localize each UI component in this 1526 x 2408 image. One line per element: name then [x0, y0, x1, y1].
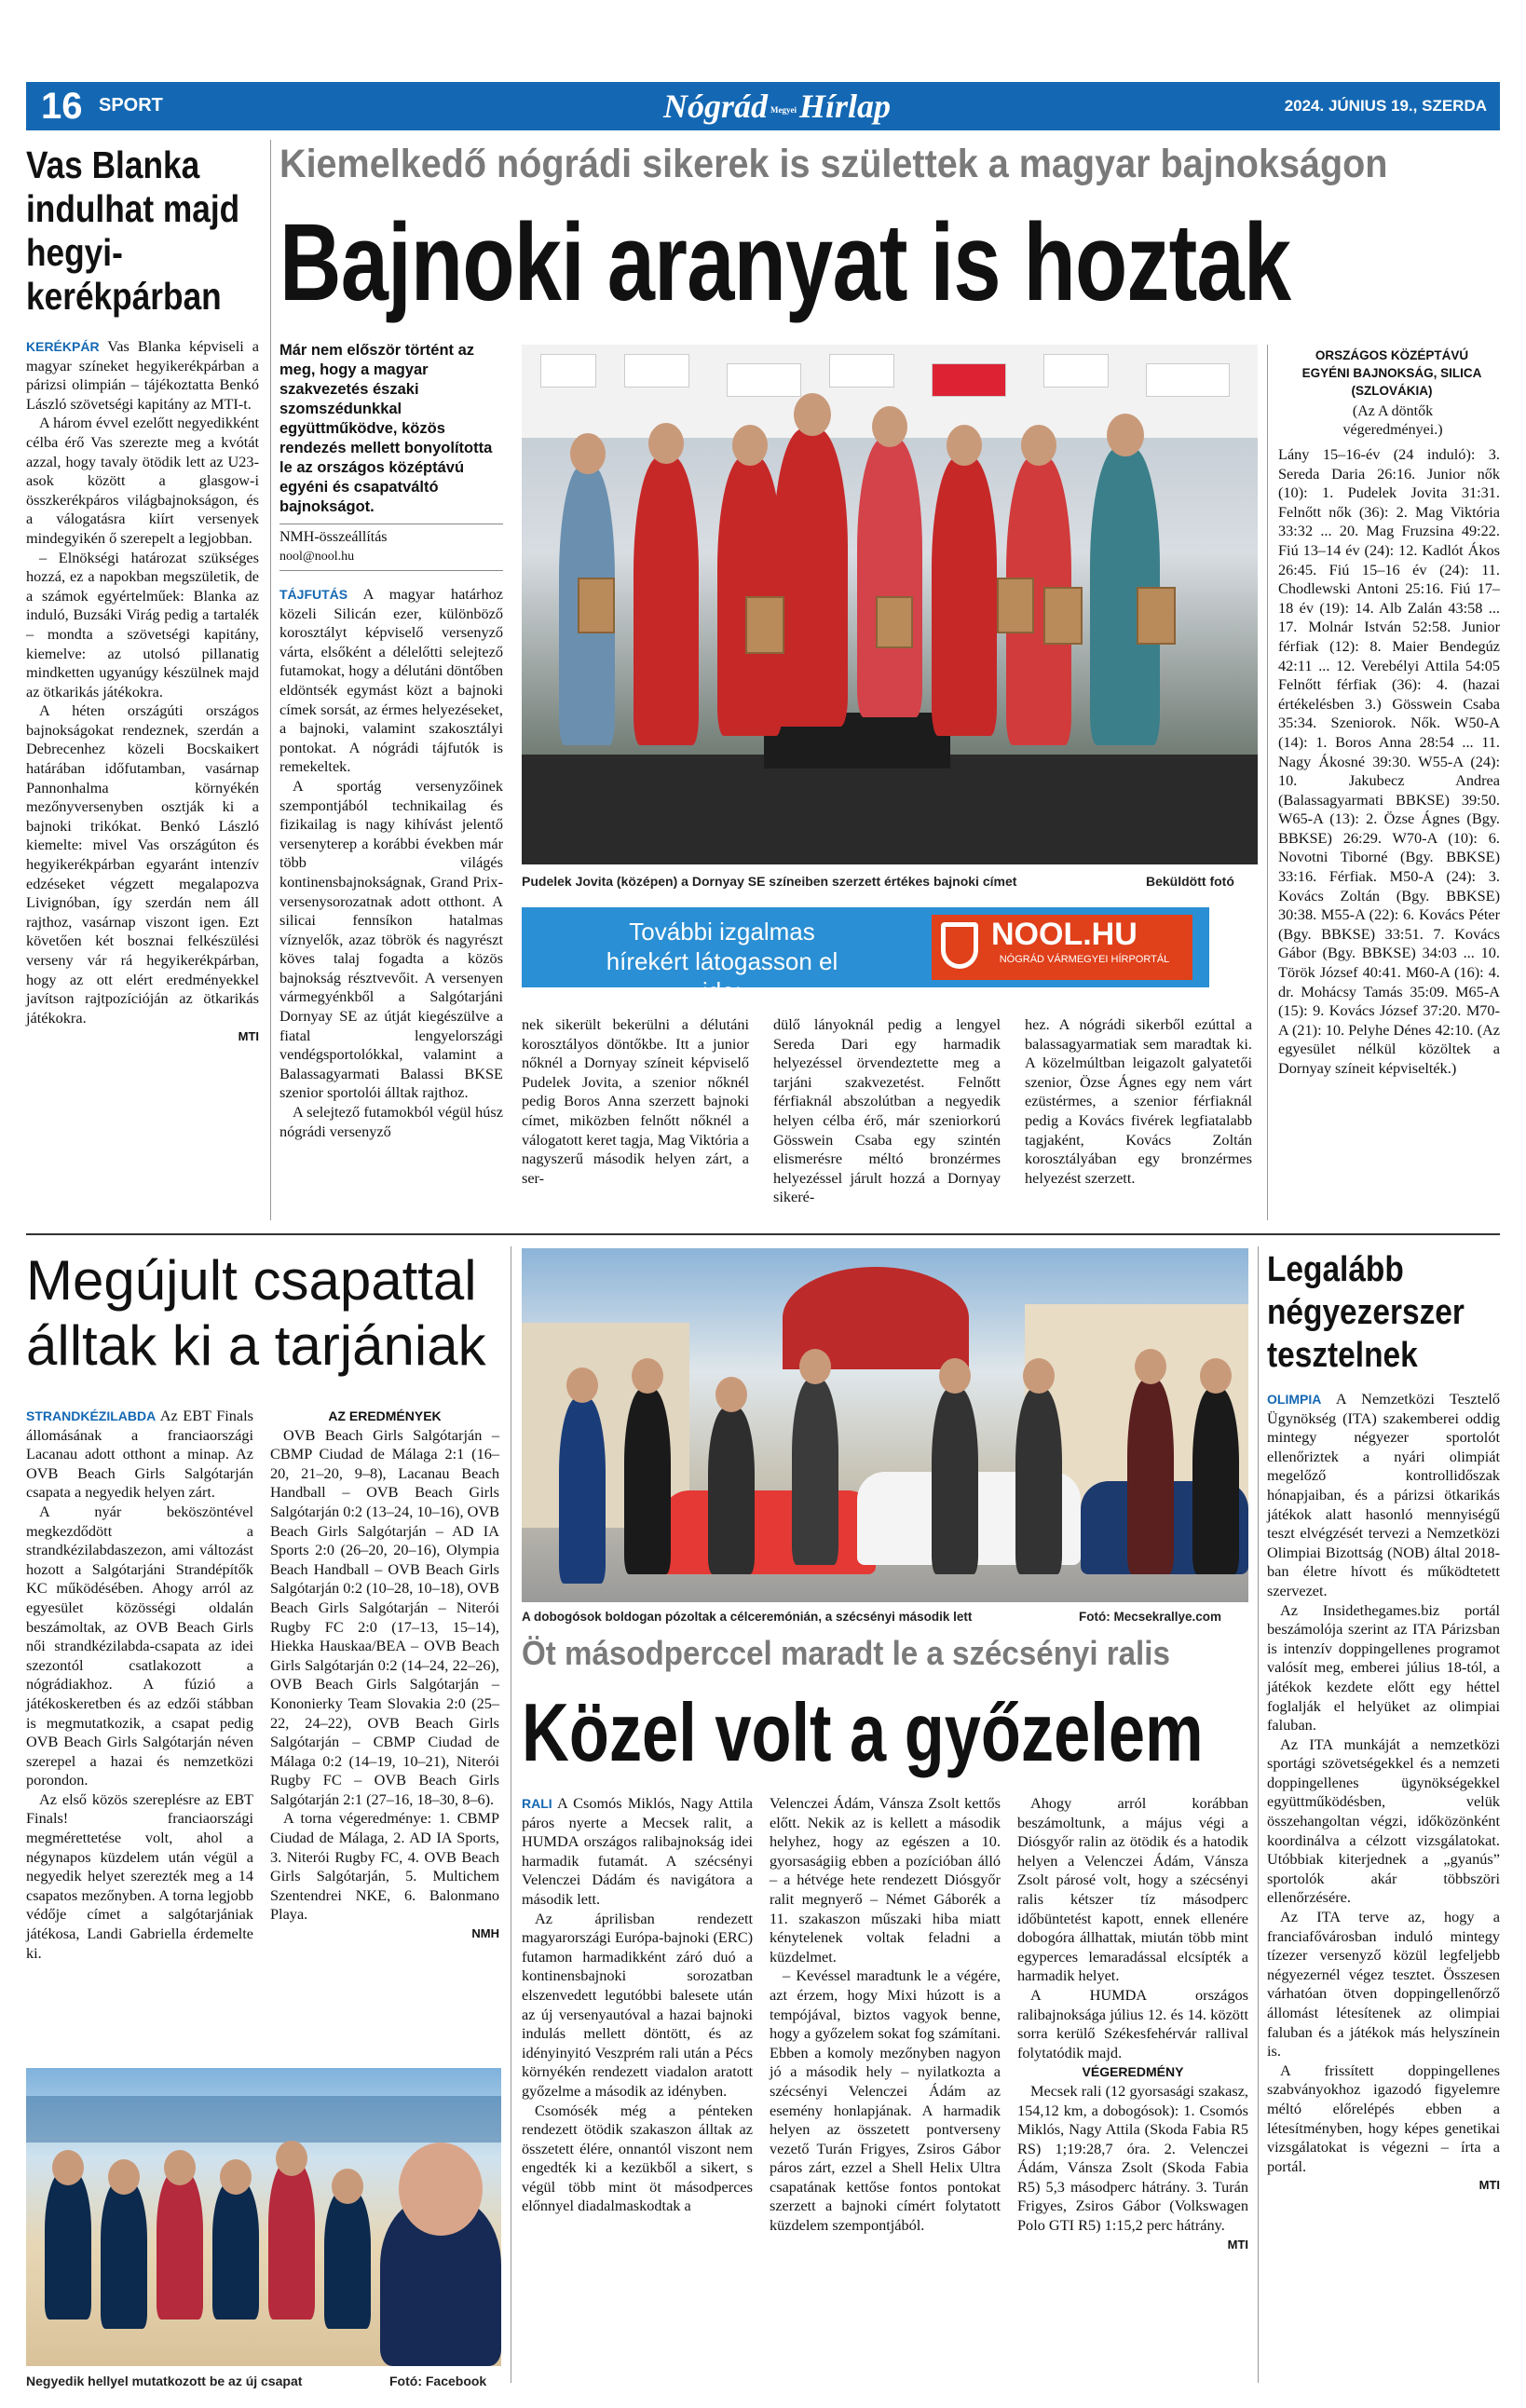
results-title: ORSZÁGOS KÖZÉPTÁVÚ EGYÉNI BAJNOKSÁG, SILICA (SZLOVÁKIA)	[1301, 348, 1482, 398]
olimpia-article: OLIMPIA A Nemzetközi Tesztelő Ügynökség (ITA) szakemberei oddig mintegy négyezer sportolót ellenőriztek a nyári olimpiát megelőző kontrollidőszak hónapjaiban, és a párizsi ötkarikás játékok alatt hasonló mennyiségű teszt elvégzését tervezi a Nemzetközi Olimpiai Bizottság (NOB) által 2018-ban életre hívott és működtetett szervezet. Az Insidethegames.biz portál beszámolója szerint az ITA Párizsban is intenzív doppingellenes programot valósít meg, emberei július 18-tól, a játékok kezdete előtt egy héttel foglalják el helyüket az olimpiai faluban. Az ITA munkáját a nemzetközi sportági szövetségekkel és a nemzeti doppingellenes ügynökségekkel együttműködésben, velük összehangoltan végzi, időközönként koordinálva a célzott vizsgálatokat. Utóbbiak kiterjednek a „gyanús” sportolók akár többszöri ellenőrzésére. Az ITA terve az, hogy a franciafővárosban induló mintegy tízezer versenyző közül legfeljebb négyezernél végez tesztet. Összesen várhatóan ötven doppingellenőrző állomást létesítenek az olimpiai faluban és a játékok más helyszínein is. A frissített doppingellenes szabványokhoz igazodó figyelemre méltó előrelépés ebben a létesítményben, hogy képes genetikai vizsgálatokat is végezni – írta a portál. MTI	[1267, 1390, 1500, 2196]
tajfutas-intro: Már nem először történt az meg, hogy a magyar szakvezetés északi szomszédunkkal együttműködve, közös rendezés mellett bonyolította le az országos középtávú egyéni és csapatváltó bajnokságot.	[279, 342, 493, 515]
strand-photo	[26, 2068, 501, 2366]
tajfutas-column-4: hez. A nógrádi sikerből ezúttal a balassagyarmatiak sem maradtak ki. A közelmúltban leigazolt galyatetői szenior, Özse Ágnes egy nem várt ezüstérmes, a szenior férfiaknál pedig a Kovács fivérek legfiatalabb tagjaként, Kovács Zoltán korosztályában egy bronzérmes helyezést szerzett.	[1025, 1015, 1252, 1187]
strand-caption: Negyedik hellyel mutatkozott be az új csapat	[26, 2374, 303, 2388]
rali-column-3: Ahogy arról korábban beszámoltunk, a május végi a Diósgyőr ralin az ötödik és a hatodik helyen a Velenczei Ádám, Vánsza Zsolt párosé volt, hogy a szécsényi ralis kétszer tíz másodperc időbüntetést kapott, ennek ellenére dobogóra állhattak, miután több mint egyperces lemaradással elcsípték a harmadik helyet. A HUMDA országos ralibajnoksága július 12. és 14. között sorra kerülő Székesfehérvár rallival folytatódik majd. VÉGEREDMÉNY Mecsek rali (12 gyorsasági szakasz, 154,12 km, a dobogósok): 1. Csomós Miklós, Nagy Attila (Skoda Fabia R5 RS) 1;19:28,7 óra. 2. Velenczei Ádám, Vánsza Zsolt (Skoda Fabia R5) 5,3 másodperc hátrány. 3. Turán Frigyes, Zsiros Gábor (Volkswagen Polo GTI R5) 1:15,2 perc hátrány. MTI	[1017, 1794, 1248, 2254]
results-subtitle: (Az A döntők végeredményei.)	[1342, 403, 1443, 438]
column-divider	[1267, 345, 1268, 1220]
blanka-headline: Vas Blanka indulhat majd hegyi-kerékpárban	[26, 143, 240, 318]
rali-kicker: RALI	[522, 1796, 552, 1811]
results-text: Lány 15–16-év (24 induló): 3. Sereda Daria 26:16. Junior nők (10): 1. Pudelek Jovita 31:31. Felnőtt nők (36): 2. Mag Viktória 33:32 ... 20. Mag Fruzsina 49:22. Fiú 13–14 év (24): 12. Kadlót Ákos 26:45. Fiú 15–16 év (24): 11. Chodlewski Antoni 25:16. Fiú 17–18 év (19): 14. Alb Zalán 43:58 ... 17. Molnár István 52:58. Junior férfiak (12): 8. Maier Bendegúz 42:11 ... 12. Verebélyi Attila 54:05 Felnőtt férfiak (36): 4. (hazai értékelésben 3.) Gösswein Csaba 35:34. Szeniorok. Nők. W50-A (14): 1. Boros Anna 28:54 ... 11. Nagy Ákosné 39:30. W55-A (24): 10. Jakubecz Andrea (Balassagyarmati BBKSE) 39:50. W65-A (13): 2. Özse Ágnes (Bgy. BBKSE) 26:29. W70-A (10): 6. Novotni Tiborné (Bgy. BBKSE) 33:16. Férfiak. M50-A (24): 3. Kovács Zoltán (Bgy. BBKSE) 30:38. M55-A (22): 6. Kovács Péter (Bgy. BBKSE) 33:51. 7. Kovács Gábor (Bgy. BBKSE) 34:03 ... 10. Török József 40:41. M60-A (16): 4. dr. Mohácsy Tamás 35:09. M65-A (15): 9. Kovács József 37:20. M70-A (21): 10. Pelyhe Dénes 42:10. (Az egyesület nélkül közöltek a Dornyay színeit képviselték.)	[1278, 445, 1500, 1077]
rali-caption: A dobogósok boldogan pózoltak a célceremónián, a szécsényi második lett	[522, 1610, 973, 1624]
olimpia-kicker: OLIMPIA	[1267, 1392, 1322, 1407]
nool-ad-logo	[932, 915, 1192, 980]
section-divider	[26, 1233, 1500, 1235]
tajfutas-column-1: TÁJFUTÁS A magyar határhoz közeli Silicán ezer, különböző korosztályt képviselő versenyző várta, elsőként a délelőtti selejtező futamokat, hogy a délutáni döntőben eldöntsék egymást közt a bajnoki címek sorsát, az érmes helyezéseket, a bajnoki, valamint szakosztályi pontokat. A nógrádi tájfutók is remekeltek. A sportág versenyzőinek szempontjából technikailag és fizikailag is nagy kihívást jelentő versenyterep a korábbi években már több világés kontinensbajnokságnak, Grand Prix-versenysorozatnak adott otthont. A silicai fennsíkon hatalmas víznyelők, azaz töbrök és nagyrészt köves talaj fogadta a közös bajnokság résztvevőit. A versenyen vármegyénkből a Salgótarjáni Dornyay SE az útját kiegészülve a fiatal lengyelországi vendégsportolókkal, valamint a Balassagyarmati Balassi BKSE szenior sportolói álltak rajthoz. A selejtező futamokból végül húsz nógrádi versenyző	[279, 585, 503, 1140]
tajfutas-credit: Beküldött fotó	[1146, 874, 1234, 889]
rali-column-2: Velenczei Ádám, Vánsza Zsolt kettős előtt. Nekik az is kellett a második helyhez, hogy az egészen a 10. gyorsaságiig ebben a pozícióban álló – a hétvége hete rendezett Diósgyőr ralit megnyerő – Német Gáborék a 11. szakaszon műszaki hiba miatt kénytelenek voltak feladni a küzdelmet. – Kevéssel maradtunk le a végére, azt érzem, hogy Mixi húzott is a tempójával, biztos vagyok benne, hogy a győzelem sokat fog számítani. Ebben a komoly mezőnyben nagyon jó a második hely – nyilatkozta a szécsényi Velenczei Ádám az esemény honlapjának. A harmadik helyen az összetett pontverseny vezető Turán Frigyes, Zsiros Gábor páros zárt, ezzel a Shell Helix Ultra csapatának kettőse fontos pontokat szerzett a bajnoki címért folytatott küzdelem szempontjából.	[770, 1794, 1001, 2235]
strand-column-1: STRANDKÉZILABDA Az EBT Finals állomásának a franciaországi Lacanau adott otthont a minap. Az OVB Beach Girls Salgótarján csapata a negyedik helyen zárt. A nyár beköszöntével megkezdődött a strandkézilabdaszezon, ami változást hozott a Salgótarjáni Strandépítők KC működésében. Ahogy arról az egyesület közösségi oldalán beszámoltak, az OVB Beach Girls női strandkézilabda-csapata az idei szezontól csatlakozott a nógrádiakhoz. A fúzió a játékoskeretben és az edzői stábban is megmutatkozik, a csapat pedig OVB Beach Girls Salgótarján néven szerepel a hazai és nemzetközi porondon. Az első közös szereplésre az EBT Finals! franciaországi megmérettetése volt, ahol a négynapos küzdelem után végül a negyedik helyet szerezték meg a 14 csapatos mezőnyben. A torna legjobb védője címet a salgótarjániak játékosa, Landi Gabriella érdemelte ki.	[26, 1407, 253, 1962]
rali-credit: Fotó: Mecsekrallye.com	[1079, 1610, 1222, 1624]
column-divider	[1258, 1246, 1259, 2383]
strand-credit: Fotó: Facebook	[389, 2374, 487, 2388]
tajfutas-byline: NMH-összeállítás	[279, 529, 388, 545]
tajfutas-kicker: TÁJFUTÁS	[279, 587, 348, 602]
rali-column-1: RALI A Csomós Miklós, Nagy Attila páros nyerte a Mecsek ralit, a HUMDA országos ralibajnokság idei harmadik futamát. A szécsényi Velenczei Dádám és navigátora a második lett. Az áprilisban rendezett magyarországi Európa-bajnoki (ERC) futamon harmadikként záró duó a kontinensbajnoki sorozatban elszenvedett legutóbbi balesete után az új versenyautóval a hazai bajnoki indulás mellett döntött, és az idényinyitó Veszprém rali után a Pécs környékén rendezett viadalon aratott győzelme a második az idényben. Csomósék még a pénteken rendezett ötödik szakaszon álltak az összetett élére, onnantól viszont nem engedték ki a kezükből a sikert, s végül több mint öt másodperces előnnyel diadalmaskodtak a	[522, 1794, 753, 2215]
rali-headline: Közel volt a győzelem	[522, 1686, 1204, 1778]
tajfutas-email: nool@nool.hu	[279, 550, 355, 564]
tajfutas-caption: Pudelek Jovita (középen) a Dornyay SE színeiben szerzett értékes bajnoki címet	[522, 874, 1017, 889]
tajfutas-headline: Bajnoki aranyat is hoztak	[279, 201, 1291, 324]
strand-signature: NMH	[471, 1926, 499, 1941]
rali-photo	[522, 1248, 1248, 1602]
blanka-signature: MTI	[238, 1029, 259, 1044]
section-label: SPORT	[99, 95, 163, 116]
tajfutas-photo	[522, 345, 1258, 864]
olimpia-signature: MTI	[1478, 2178, 1500, 2193]
strand-kicker: STRANDKÉZILABDA	[26, 1408, 157, 1423]
blanka-article: KERÉKPÁR Vas Blanka képviseli a magyar színeket hegyikerékpárban a párizsi olimpián – tájékoztatta Benkó László szövetségi kapitány az MTI-t. A három évvel ezelőtt negyedikként célba érő Vas szerezte meg a kvótát azzal, hogy tavaly ötödik lett az U23-asok között a glasgow-i összkerékpáros világbajnokságon, és a válogatásra kiírt versenyek mindegyikén ő szerepelt a legjobban. – Elnökségi határozat szükséges hozzá, ez a napokban megszületik, de a számok egyértelműek: Blanka az induló, Buzsáki Virág pedig a tartalék – mondta a szövetségi kapitány, kiemelve: az utolsó pillanatig mindketten ugyanúgy készülnek majd az ötkarikás játékokra. A héten országúti országos bajnokságokat rendeznek, szerdán a Debrecenhez közeli Bocskaikert határában időfutamban, vasárnap Pannonhalma környékén mezőnyversenyben osztják ki a bajnoki trikókat. Benkó László kiemelte: mivel Vas országúton és hegyikerékpárban egyaránt intenzív edzéseket végzett megalapozva Livignóban, így szerdán nem áll rajthoz, vasárnap viszont igen. Ezt követően két bosznai felkészülési verseny vár rá hegyikerékpárban, hogy az ott elért eredményekkel javítson rajtpozícióján az ötkarikás játékokra. MTI	[26, 337, 259, 1047]
olimpia-headline: Legalább négyezerszer tesztelnek	[1267, 1250, 1465, 1375]
blanka-kicker: KERÉKPÁR	[26, 339, 100, 354]
page-header	[26, 82, 1500, 130]
tajfutas-column-3: dülő lányoknál pedig a lengyel Sereda Dari egy harmadik helyezéssel örvendeztette meg a tarjáni szakvezetést. Felnőtt férfiaknál abszolútban a negyedik helyen célba érő, már szeniorkorú Gösswein Csaba egy szintén elismerésre méltó bronzérmes helyezéssel járult hozzá a Dornyay sikeré-	[773, 1015, 1001, 1206]
nool-ad-text: További izgalmas hírekért látogasson el ide:	[606, 918, 838, 1005]
strand-headline: Megújult csapattal álltak ki a tarjániak	[26, 1249, 486, 1377]
strand-column-2: AZ EREDMÉNYEK OVB Beach Girls Salgótarján – CBMP Ciudad de Málaga 2:1 (16–20, 21–20, 9–8), Lacanau Beach Handball – OVB Beach Girls Salgótarján 0:2 (13–24, 10–16), OVB Beach Girls Salgótarján – AD IA Sports 2:0 (26–20, 20–16), Olympia Beach Handball – OVB Beach Girls Salgótarján 0:2 (10–28, 10–18), OVB Beach Girls Salgótarján – Niterói Rugby FC 2:0 (17–13, 15–14), Hiekka Hauskaa/BEA – OVB Beach Girls Salgótarján 0:2 (14–24, 22–26), OVB Beach Girls Salgótarján – Kononierky Team Slovakia 2:0 (25–22, 24–22), OVB Beach Girls Salgótarján – CBMP Ciudad de Málaga 0:2 (14–19, 10–21), Niterói Rugby FC – OVB Beach Girls Salgótarján 2:1 (27–16, 18–30, 8–6). A torna végeredménye: 1. CBMP Ciudad de Málaga, 2. AD IA Sports, 3. Niterói Rugby FC, 4. OVB Beach Girls Salgótarján, 5. Multichem Szentendrei NKE, 6. Balonmano Playa. NMH	[270, 1407, 499, 1944]
rali-kicker-title: Öt másodperccel maradt le a szécsényi ralis	[522, 1634, 1170, 1672]
tajfutas-kicker-title: Kiemelkedő nógrádi sikerek is születtek a magyar bajnokságon	[279, 142, 1388, 186]
nool-sub: NÓGRÁD VÁRMEGYEI HÍRPORTÁL	[999, 954, 1170, 965]
byline-rule-2	[279, 570, 503, 571]
page-number: 16	[41, 86, 83, 127]
podium	[522, 755, 1258, 864]
nool-ad[interactable]	[522, 907, 1209, 1005]
issue-date: 2024. JÚNIUS 19., SZERDA	[1284, 97, 1487, 115]
rali-results-title: VÉGEREDMÉNY	[1082, 2064, 1184, 2080]
masthead-logo: Nógrád MegyeiHírlap	[663, 88, 892, 125]
strand-results-title: AZ EREDMÉNYEK	[328, 1408, 442, 1423]
tajfutas-column-2: nek sikerült bekerülni a délutáni korosztályos döntőkbe. Itt a junior nőknél a Dornyay színeit képviselő Pudelek Jovita, a szenior nőknél pedig Boros Anna szerzett bajnoki címet, miközben felnőtt nőknél a válogatott keret tagja, Mag Viktória a nagyszerű második helyen zárt, a ser-	[522, 1015, 749, 1187]
nool-shield-icon	[941, 922, 978, 969]
nool-brand: NOOL.HU	[991, 917, 1138, 952]
rali-signature: MTI	[1227, 2237, 1248, 2252]
column-divider	[270, 140, 271, 1220]
